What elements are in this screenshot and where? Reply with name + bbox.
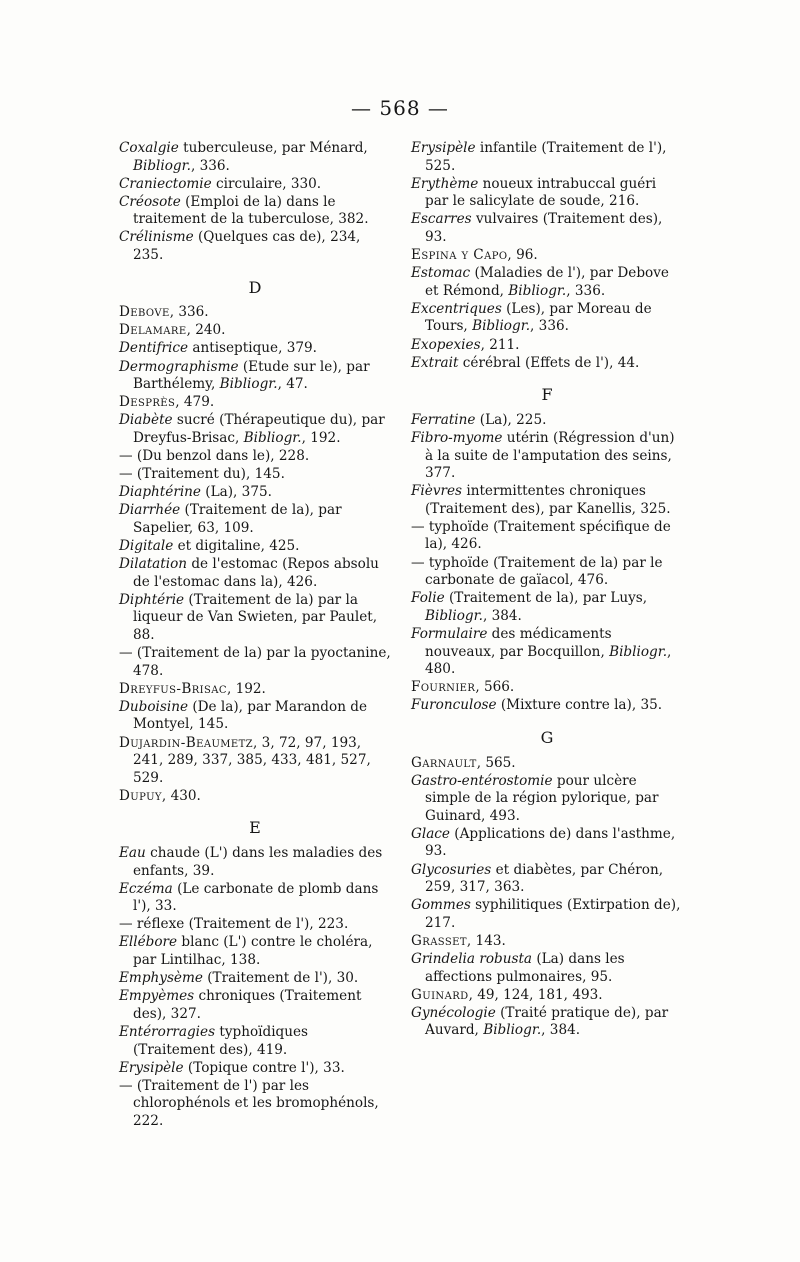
index-entry [411,265,683,300]
index-entry [411,176,683,211]
index-entry [119,304,391,322]
entry-text: noueux intrabuccal guéri par le salicylate de soude, 216. [425,175,657,210]
index-term: Erysipèle [411,140,476,156]
index-term: Diarrhée [119,502,181,519]
entry-group [119,845,391,1131]
index-term: Duboisine [119,698,189,715]
index-entry [119,916,391,934]
index-entry [119,1024,391,1059]
bibliography-ref: Bibliogr. [508,282,567,299]
author-name: Grasset [411,932,467,949]
index-term: Fibro-myome [411,429,503,446]
entry-text: (Traité pratique de), par Auvard, [425,1004,669,1039]
entry-text: antiseptique, 379. [188,340,317,357]
entry-text: (Quelques cas de), 234, 235. [133,229,361,264]
index-entry [411,933,683,951]
index-entry [411,773,683,826]
index-entry [119,735,391,788]
entry-text: — (Traitement du), 145. [119,466,285,483]
index-entry [119,194,391,229]
entry-text: , 3, 72, 97, 193, 241, 289, 337, 385, 433, 481, 527, 529. [133,734,371,786]
entry-text: (Les), par Moreau de Tours, [425,300,652,335]
index-term: Extrait [411,354,459,371]
entry-text: (Le carbonate de plomb dans l'), 33. [133,880,379,915]
entry-pages: , 336. [530,318,569,335]
entry-pages: , 384. [482,607,522,624]
entry-text: tuberculeuse, par Ménard, [178,140,368,156]
index-entry [411,355,683,373]
index-entry [119,229,391,264]
index-entry [119,538,391,556]
entry-text: intermittentes chroniques (Traitement des), par Kanellis, 325. [425,483,671,517]
index-entry [411,626,683,679]
index-entry [411,337,683,355]
entry-text: (Mixture contre la), 35. [496,697,663,714]
index-entry [119,645,391,680]
entry-text: (Emploi de la) dans le traitement de la tuberculose, 382. [133,193,369,228]
index-term: Craniectomie [119,175,212,192]
entry-text: , 240. [186,322,226,339]
author-name: Fournier [411,679,476,696]
entry-text: — typhoïde (Traitement spécifique de la), 426. [411,518,671,553]
index-entry [411,1005,683,1040]
index-entry [119,466,391,484]
entry-text: vulvaires (Traitement des), 93. [425,211,663,245]
index-entry [411,679,683,697]
index-entry [119,359,391,394]
author-name: Guinard [411,986,469,1003]
entry-text: (De la), par Marandon de Montyel, 145. [133,698,368,733]
index-entry [119,412,391,447]
index-entry [119,788,391,806]
index-term: Escarres [411,211,472,228]
index-entry [119,845,391,880]
right-column [411,140,683,1041]
entry-text: sucré (Thérapeutique du), par Dreyfus-Brisac, [133,412,385,446]
entry-text: (Maladies de l'), par Debove et Rémond, [425,265,669,299]
index-term: Crélinisme [119,229,194,246]
bibliography-ref: Bibliogr. [483,1022,542,1039]
author-name: Debove [119,304,170,321]
index-entry [119,681,391,699]
index-term: Coxalgie [119,140,179,156]
entry-group [119,304,391,805]
index-term: Diphtérie [119,591,185,608]
entry-text: utérin (Régression d'un) à la suite de l'amputation des seins, 377. [425,429,675,482]
entry-group [119,140,391,265]
index-term: Estomac [411,265,471,282]
index-term: Erythème [411,175,479,192]
index-entry [411,430,683,483]
entry-text: , 211. [480,336,520,353]
entry-text: et diabètes, par Chéron, 259, 317, 363. [425,861,664,896]
entry-group [411,755,683,1041]
bibliography-ref: Bibliogr. [609,643,668,660]
entry-text: (Traitement de la), par Luys, [444,590,648,607]
index-entry [119,502,391,537]
entry-text: , 336. [169,304,209,321]
entry-pages: , 480. [425,643,672,678]
entry-text: chroniques (Traitement des), 327. [133,988,362,1022]
entry-text: infantile (Traitement de l'), 525. [425,140,667,174]
index-term: Fièvres [411,483,463,500]
entry-text: et digitaline, 425. [173,537,300,554]
entry-text: (Traitement de la), par Sapelier, 63, 109. [133,502,342,536]
entry-text: typhoïdiques (Traitement des), 419. [133,1023,309,1058]
index-entry [411,862,683,897]
entry-text: (Traitement de la) par la liqueur de Van Swieten, par Paulet, 88. [133,591,378,643]
entry-text: (La), 375. [200,484,272,501]
index-entry [119,322,391,340]
entry-text: , 143. [466,932,506,949]
index-entry [119,556,391,591]
index-term: Diabète [119,412,173,429]
index-entry [411,951,683,986]
index-entry [411,826,683,861]
index-entry [411,555,683,590]
entry-pages: , 192. [301,429,341,446]
index-term: Dermographisme [119,358,239,375]
left-column [119,140,391,1131]
index-entry [411,211,683,246]
index-entry [119,988,391,1023]
index-entry [411,590,683,625]
index-term: Dentifrice [119,340,189,357]
entry-text: circulaire, 330. [211,175,322,192]
index-entry [411,897,683,932]
index-entry [411,301,683,336]
index-entry [119,1078,391,1131]
index-entry [119,934,391,969]
entry-text: , 430. [161,787,201,804]
bibliography-ref: Bibliogr. [425,607,483,624]
entry-text: (Traitement de l'), 30. [202,970,359,987]
index-entry [119,699,391,734]
index-term: Exopexies [411,336,481,353]
entry-text: des médicaments nouveaux, par Bocquillon, [425,625,612,660]
entry-group [411,140,683,372]
index-entry [119,484,391,502]
index-term: Emphysème [119,970,203,987]
index-term: Gommes [411,897,471,914]
bibliography-ref: Bibliogr. [219,376,278,393]
letter-heading-e: E [249,818,261,838]
entry-text: , 479. [175,394,215,411]
entry-group [411,412,683,715]
index-entry [119,340,391,358]
letter-heading-g: G [540,727,554,747]
page-number: — 568 — [351,96,449,120]
index-entry [411,412,683,430]
index-term: Empyèmes [119,988,195,1005]
entry-text: , 566. [475,679,515,696]
entry-pages: , 47. [277,376,308,393]
index-entry [119,176,391,194]
index-term: Glace [411,825,450,842]
index-entry [411,483,683,518]
entry-text: , 192. [226,680,266,697]
entry-text: — typhoïde (Traitement de la) par le carbonate de gaïacol, 476. [411,554,663,589]
index-entry [411,247,683,265]
index-term: Digitale [119,537,174,554]
entry-text: — (Traitement de l') par les chlorophénols et les bromophénols, 222. [119,1077,379,1129]
index-term: Folie [411,590,445,607]
entry-text: chaude (L') dans les maladies des enfants, 39. [133,844,383,879]
entry-text: , 96. [507,247,538,264]
index-term: Formulaire [411,625,488,642]
entry-pages: , 384. [541,1022,581,1039]
index-entry [119,970,391,988]
letter-heading-f: F [541,385,553,405]
entry-text: de l'estomac (Repos absolu de l'estomac dans la), 426. [133,556,379,590]
entry-pages: , 336. [566,282,606,299]
index-entry [411,755,683,773]
entry-text: — réflexe (Traitement de l'), 223. [119,916,349,933]
entry-text: — (Du benzol dans le), 228. [119,448,310,464]
bibliography-ref: Bibliogr. [243,429,302,446]
index-term: Diaphtérine [119,484,201,501]
entry-text: syphilitiques (Extirpation de), 217. [425,897,681,931]
index-entry [411,697,683,715]
index-term: Entérorragies [119,1023,216,1040]
author-name: Garnault [411,754,477,771]
entry-text: cérébral (Effets de l'), 44. [458,354,640,371]
index-entry [119,592,391,645]
author-name: Dreyfus-Brisac [119,680,227,697]
entry-pages: , 336. [190,157,230,174]
letter-heading-d: D [248,277,262,297]
author-name: Dupuy [119,787,162,804]
entry-text: (Topique contre l'), 33. [183,1059,345,1076]
index-term: Eau [119,844,146,861]
index-term: Gastro-entérostomie [411,772,553,789]
author-name: Desprès [119,394,176,411]
index-entry [411,519,683,554]
index-entry [411,140,683,175]
entry-text: — (Traitement de la) par la pyoctanine, 478. [119,645,391,679]
index-term: Créosote [119,193,181,210]
index-entry [119,1060,391,1078]
entry-text: (La), 225. [475,411,547,428]
index-term: Dilatation [119,556,188,573]
entry-text: (Etude sur le), par Barthélemy, [133,358,370,393]
entry-text: blanc (L') contre le choléra, par Lintilhac, 138. [133,934,373,969]
index-term: Excentriques [411,300,502,317]
index-entry [411,987,683,1005]
index-term: Ellébore [119,934,178,951]
entry-text: (Applications de) dans l'asthme, 93. [425,825,676,860]
index-entry [119,881,391,916]
entry-text: , 565. [476,754,516,771]
author-name: Espina y Capo [411,247,508,264]
author-name: Dujardin-Beaumetz [119,734,254,751]
index-term: Ferratine [411,411,476,428]
index-entry [119,448,391,466]
index-term: Eczéma [119,880,173,897]
bibliography-ref: Bibliogr. [133,157,191,174]
index-term: Furonculose [411,697,497,714]
index-term: Grindelia robusta [411,951,533,968]
entry-text: , 49, 124, 181, 493. [468,986,603,1003]
bibliography-ref: Bibliogr. [472,318,531,335]
entry-text: (La) dans les affections pulmonaires, 95. [425,951,625,985]
index-term: Glycosuries [411,861,492,878]
author-name: Delamare [119,322,187,339]
index-term: Erysipèle [119,1059,184,1076]
index-entry [119,140,391,175]
entry-text: pour ulcère simple de la région pylorique, par Guinard, 493. [425,772,659,824]
index-term: Gynécologie [411,1004,496,1021]
index-entry [119,394,391,412]
